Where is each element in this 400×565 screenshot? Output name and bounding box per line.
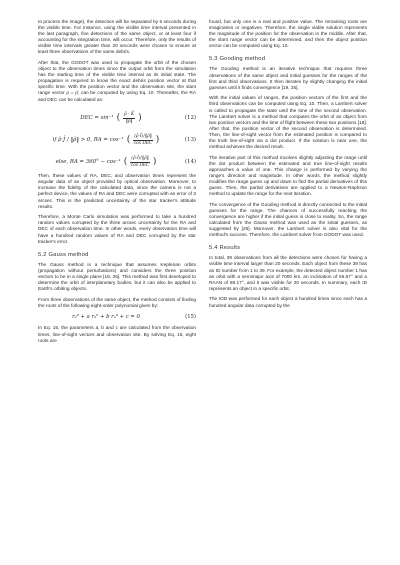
section-heading: 5.4 Results bbox=[209, 245, 241, 252]
equation-lhs: else, RA = 360° − cos⁻¹ bbox=[55, 159, 121, 166]
section-heading: 5.2 Gauss method bbox=[38, 251, 89, 258]
paragraph: After that, the GODOT was used to propagate the orbit of the chosen object to the observation times since the output orbit from the simulation has the starting time of the visible time interval as its initial state. The propagation is required to know the exact debris position vector at that specific time. With the position vector and the observation site, the slant range vector ρ = ρ̂, can be computed by using Eq. 10. Thereafter, the RA and DEC can be calculated as: bbox=[38, 61, 196, 103]
left-column bbox=[38, 20, 196, 349]
paragraph: The IOD was performed for each object a hundred times since each has a hundred angular data corrupted by the bbox=[209, 297, 367, 309]
paragraph: Then, these values of RA, DEC, and observation times represent the angular data of an object provided by optical observation. Moreover, to increase the fidelity of the calculated data, since the camera is not a perfect device, the values of RA and DEC were corrupted with an error of 3 arcsec. This is the predicted uncertainty of the star tracker's attitude results. bbox=[38, 174, 196, 210]
equation-number: (15) bbox=[185, 314, 196, 321]
paragraph: found, but only one is a real and positive value. The remaining roots are imaginaries or negatives. Therefore, the single viable solution represents the magnitude of the position for the observation in the middle. After that, the slant range vector can be determined, and then the object position vector can be computed using Eq. 10. bbox=[209, 20, 367, 50]
paragraph: With the initial values of ranges, the position vectors of the first and the third observations can be computed using Eq. 10. Then, a Lambert solver is called to propagate the state until the time of the second observation. The Lambert solver is a method that computes the orbit of an object from two position vectors and the time of flight between these two positions [18]. After that, the position vector of the second observation is determined. Then, the line-of-sight vector from the estimated position is compared to the truth line-of-sight via a dot product. If the solution is near one, the method achieves the desired result. bbox=[209, 96, 367, 150]
equation-13: if ρ̂·Ĵ / ‖ρ̂‖ > 0, RA = cos⁻¹ ( $\frac{(\rhô\cdot Î)/‖\rhô‖}{\text{cos DEC}}$ ) (13) bbox=[52, 134, 196, 146]
paragraph: In total, 39 observations from all the detections were chosen for having a visible time interval larger than 20 seconds. Each object from these 39 has an ID number from 1 to 39. For example, the detected object number 1 has an orbit with a semimajor axis of 7000 km, an inclination of 66.67° and a RAAN of 59.17°, and it was visible for 20 seconds. In summary, each ID represents an object in a specific orbit. bbox=[209, 256, 367, 292]
paragraph: The Gauss method is a technique that assumes Keplerian orbits (propagation without perturbations) and considers the three position vectors to be in a single plane [18, 25]. This method was first developed to determine the orbit of interplanetary bodies, but it can also be applied to Earth's orbiting objects. bbox=[38, 262, 196, 293]
equation-14: else, RA = 360° − cos⁻¹ ( $\frac{(\rhô\cdot Î)/‖\rhô‖}{\text{cos DEC}}$ ) (14) bbox=[55, 156, 196, 168]
equation-numerator: (ρ̂·Î)/‖ρ̂‖ bbox=[131, 156, 149, 162]
equation-lhs: if ρ̂·Ĵ / ‖ρ̂‖ > 0, RA = cos⁻¹ bbox=[52, 137, 124, 144]
equation-number: (14) bbox=[184, 159, 196, 166]
equation-12: DEC = sin⁻¹ ( $\frac{\rhô \cdot K̂}{‖\rhô‖}$ ) (12) bbox=[80, 112, 196, 124]
equation-number: (13) bbox=[184, 137, 196, 144]
equation-numerator: ρ̂ · K̂ bbox=[124, 112, 135, 118]
equation-body: r₂⁸ + a r₂⁶ + b r₂³ + c = 0 bbox=[72, 314, 140, 321]
paragraph: In Eq. 15, the parameters a, b and c are calculated from the observation times, line-of-sight vectors and observation site. By solving Eq. 15, eight roots are bbox=[38, 326, 196, 344]
section-heading: 5.3 Gooding method bbox=[209, 56, 266, 63]
equation-denominator: cos DEC bbox=[133, 140, 153, 146]
equation-denominator: ‖ρ̂‖ bbox=[125, 118, 133, 124]
paragraph: The convergence of the Gooding method is directly connected to the initial guesses for the range. The chances of successfully reaching the convergence are higher if the initial guess is close to reality. So, the range calculated from the Gauss method was used as the initial guesses, as suggested by [26]. Moreover, the Lambert solver is also vital for the method's success. Therefore, the Lambert solver from GODOT was used. bbox=[209, 202, 367, 239]
equation-numerator: (ρ̂·Î)/‖ρ̂‖ bbox=[134, 134, 152, 140]
paragraph: to process the image), the detection will be separated by 5 seconds during the visible time. For instance, using the visible time interval presented in the last paragraph, five detections of the same object, or at least four if accounting for the integration time, will occur. Therefore, only the results of visible time intervals greater than 20 seconds were chosen to ensure at least three observations of the same debris. bbox=[38, 20, 196, 56]
right-column bbox=[209, 20, 367, 314]
paragraph: The iterative part of this method involves slightly adjusting the range until the dot product between the estimated and true line-of-sight results approaches a value of one. This change is performed by varying the range's direction and magnitude. In other words, the method slightly modifies the range guess up and down to find the partial derivatives of this guess. Then, the partial derivatives are applied to a Newton-Raphson method to update the range for the next iteration. bbox=[209, 155, 367, 198]
paragraph: From three observations of the same object, the method consists of finding the roots of the following eight-order polynomial given by: bbox=[38, 297, 196, 309]
equation-lhs: DEC = sin⁻¹ bbox=[80, 115, 114, 122]
paragraph: Therefore, a Monte Carlo simulation was performed to take a hundred random values corrupted by the three arcsec uncertainty for the RA and DEC of each observation time. In other words, every observation time will have a hundred random values of RA and DEC corrupted by the star tracker's error. bbox=[38, 215, 196, 245]
paragraph: The Gooding method is an iterative technique that requires three observations of the same object and initial guesses for the ranges of the first and third observations. It then iterates by slightly changing the initial guesses until it finds convergence [19, 25]. bbox=[209, 67, 367, 91]
equation-number: (12) bbox=[184, 115, 196, 122]
equation-15 bbox=[38, 314, 196, 323]
equation-denominator: cos DEC bbox=[130, 162, 150, 168]
